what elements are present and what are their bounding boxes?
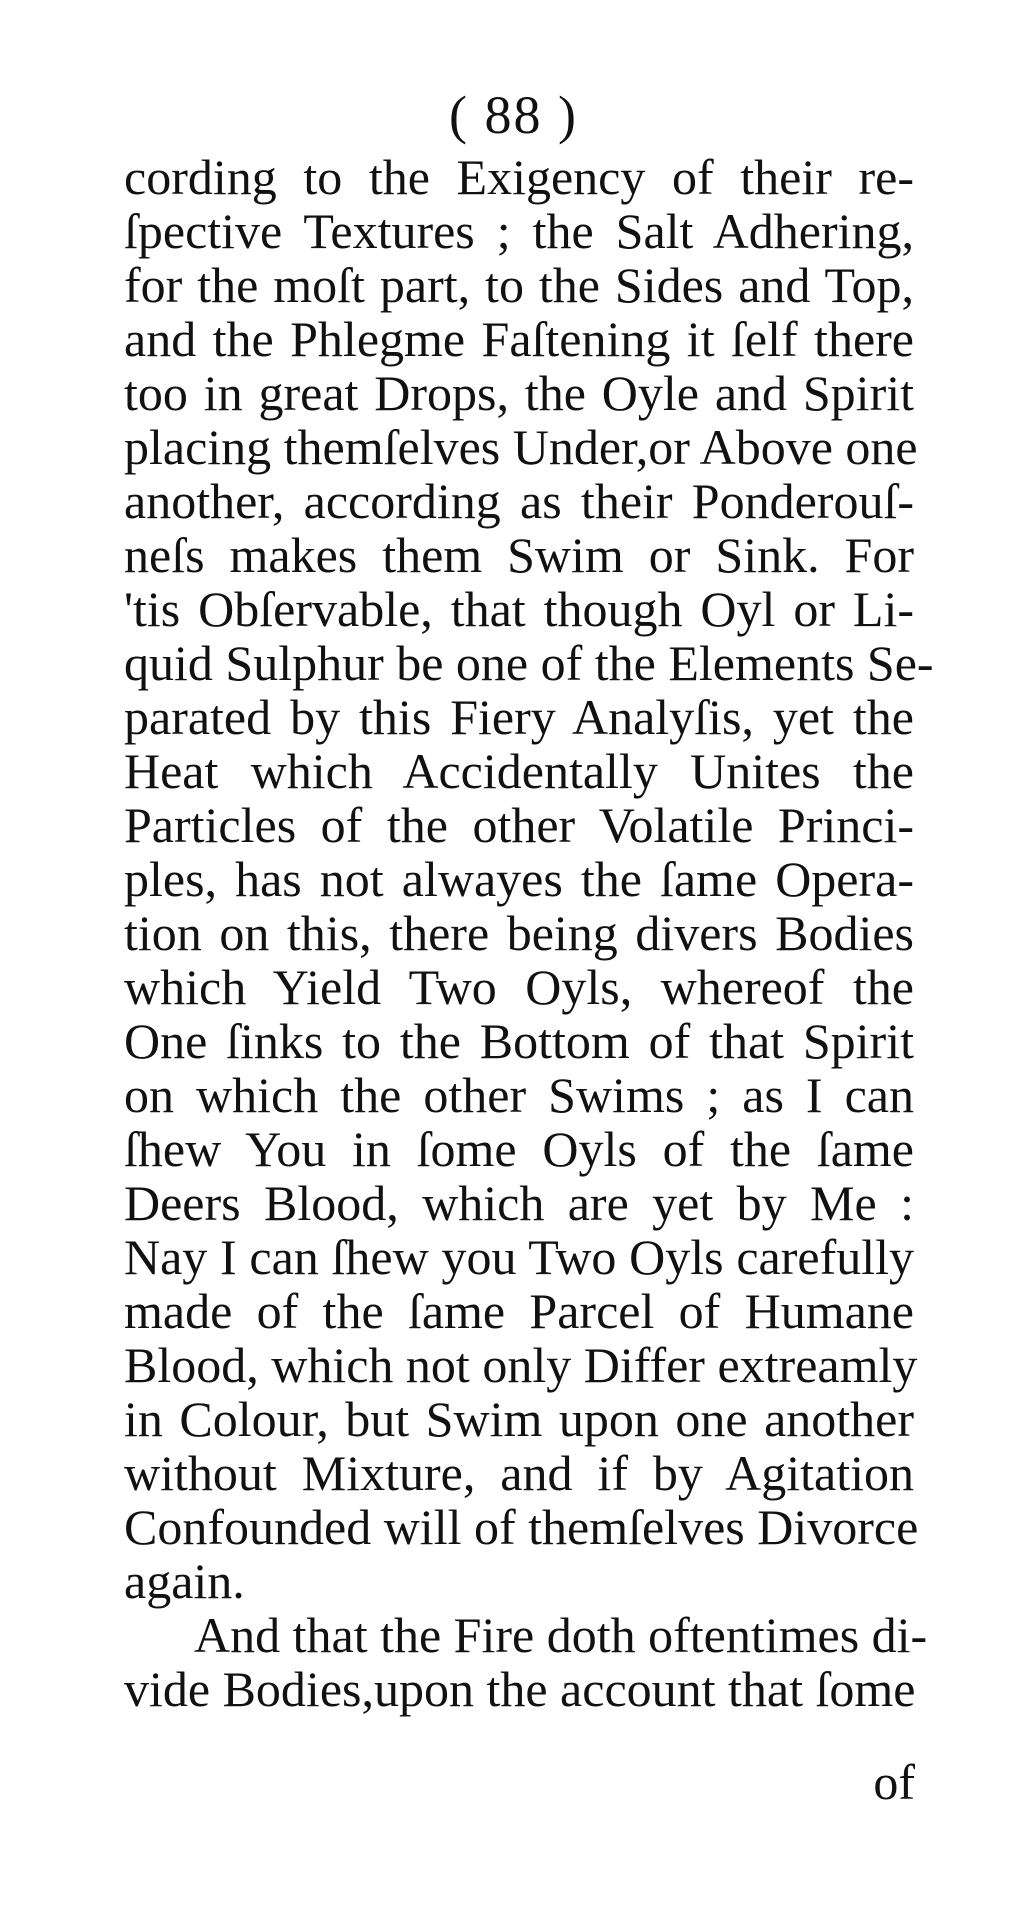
text-line: Deers Blood, which are yet by Me :	[124, 1175, 914, 1231]
text-line: Confounded will of themſelves Divorce	[124, 1499, 919, 1555]
text-line: again.	[124, 1553, 245, 1609]
text-line: ſpective Textures ; the Salt Adhering,	[124, 203, 914, 259]
text-line: and the Phlegme Faſtening it ſelf there	[124, 311, 914, 367]
text-line: Nay I can ſhew you Two Oyls carefully	[124, 1229, 914, 1285]
text-line: parated by this Fiery Analyſis, yet the	[124, 689, 914, 745]
text-line: placing themſelves Under,or Above one	[124, 419, 918, 475]
text-line: Heat which Accidentally Unites the	[124, 743, 914, 799]
text-line: 'tis Obſervable, that though Oyl or Li-	[124, 581, 914, 637]
text-line: neſs makes them Swim or Sink. For	[124, 527, 914, 583]
page-number: ( 88 )	[449, 85, 578, 145]
text-line: cording to the Exigency of their re-	[124, 149, 914, 205]
text-line: ſhew You in ſome Oyls of the ſame	[124, 1121, 914, 1177]
text-line: made of the ſame Parcel of Humane	[124, 1283, 914, 1339]
text-line: ples, has not alwayes the ſame Opera-	[124, 851, 914, 907]
text-line: Blood, which not only Differ extreamly	[124, 1337, 918, 1393]
text-line: vide Bodies,upon the account that ſome	[124, 1661, 916, 1717]
text-line: too in great Drops, the Oyle and Spirit	[124, 365, 914, 421]
text-line: Particles of the other Volatile Princi-	[124, 797, 914, 853]
text-line: quid Sulphur be one of the Elements Se-	[124, 635, 934, 691]
text-line: tion on this, there being divers Bodies	[124, 905, 914, 961]
paragraph-start-line: And that the Fire doth oftentimes di-	[194, 1607, 928, 1663]
text-line: One ſinks to the Bottom of that Spirit	[124, 1013, 914, 1069]
catchword: of	[873, 1754, 915, 1810]
text-line: in Colour, but Swim upon one another	[124, 1391, 914, 1447]
body-text	[124, 149, 934, 1717]
text-line: without Mixture, and if by Agitation	[124, 1445, 914, 1501]
text-line: for the moſt part, to the Sides and Top,	[124, 257, 914, 313]
text-line: which Yield Two Oyls, whereof the	[124, 959, 914, 1015]
text-line: on which the other Swims ; as I can	[124, 1067, 914, 1123]
text-line: another, according as their Ponderouſ-	[124, 473, 914, 529]
